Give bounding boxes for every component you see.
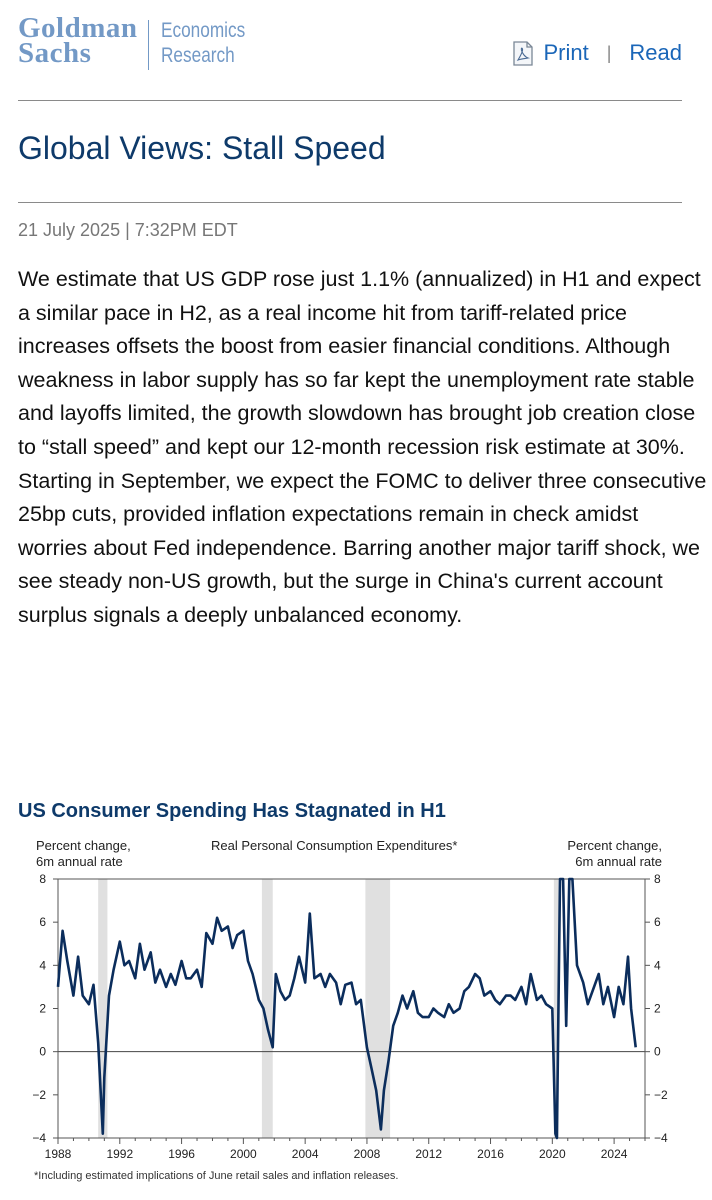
read-link[interactable]: Read xyxy=(629,40,682,65)
series-line-real-pce xyxy=(58,879,636,1138)
y-tick-label-right: 4 xyxy=(654,958,661,973)
y-tick-label-left: 8 xyxy=(39,872,46,886)
page-title: Global Views: Stall Speed xyxy=(18,130,386,166)
print-link[interactable]: Print xyxy=(543,40,589,65)
toolbar-separator: | xyxy=(606,42,612,63)
x-tick-label: 2004 xyxy=(291,1147,319,1161)
chart-title: US Consumer Spending Has Stagnated in H1 xyxy=(18,800,446,822)
x-tick-label: 1992 xyxy=(106,1147,134,1161)
article-summary: We estimate that US GDP rose just 1.1% (annualized) in H1 and expect a similar pace in H2, as a real income hit from tariff-related price increases offsets the boost from easier financial conditions. Although weakness in labor supply has so far kept the unemployment rate stable and layoffs limited, the growth slowdown has brought job creation close to “stall speed” and kept our 12-month recession risk estimate at 30%. Starting in September, we expect the FOMC to deliver three consecutive 25bp cuts, provided inflation expectations remain in check amidst worries about Fed independence. Barring another major tariff shock, we see steady non-US growth, but the surge in China's current account surplus signals a deeply unbalanced economy. xyxy=(18,267,707,627)
logo-line-2: Sachs xyxy=(18,37,92,69)
y-tick-label-right: 0 xyxy=(654,1044,661,1059)
y-tick-label-right: −4 xyxy=(654,1131,668,1145)
logo-wordmark xyxy=(18,12,138,69)
title-divider xyxy=(18,202,682,203)
y-tick-label-left: 6 xyxy=(39,915,46,930)
logo-subtitle xyxy=(161,18,245,68)
x-tick-label: 2000 xyxy=(230,1147,257,1161)
right-axis-label-line-2: 6m annual rate xyxy=(575,854,662,869)
header-toolbar xyxy=(513,40,682,66)
chart-footnote: *Including estimated implications of June retail sales and inflation releases. xyxy=(34,1170,399,1182)
x-tick-label: 2016 xyxy=(477,1147,504,1161)
y-tick-label-right: 8 xyxy=(654,872,661,886)
pce-line-chart xyxy=(0,830,712,1170)
pdf-icon[interactable] xyxy=(513,41,533,66)
left-axis-label-line-2: 6m annual rate xyxy=(36,854,123,869)
logo-divider xyxy=(148,20,149,70)
logo-line-1: Goldman xyxy=(18,12,138,44)
logo-sub-line-1: Economics xyxy=(161,19,246,42)
x-tick-label: 2020 xyxy=(538,1147,566,1161)
y-tick-label-left: 0 xyxy=(39,1044,46,1059)
y-tick-label-left: 2 xyxy=(39,1001,46,1016)
chart-subtitle: Real Personal Consumption Expenditures* xyxy=(211,838,458,853)
y-tick-label-left: 4 xyxy=(39,958,46,973)
right-axis-label-line-1: Percent change, xyxy=(567,838,662,853)
y-tick-label-right: 6 xyxy=(654,915,661,930)
recession-shading xyxy=(98,879,558,1138)
y-tick-label-right: 2 xyxy=(654,1001,661,1016)
x-tick-label: 1988 xyxy=(44,1147,72,1161)
y-tick-label-left: −4 xyxy=(32,1131,46,1145)
y-tick-label-right: −2 xyxy=(654,1087,668,1102)
logo-sub-line-2: Research xyxy=(161,44,235,67)
x-tick-label: 2008 xyxy=(353,1147,381,1161)
x-tick-label: 2024 xyxy=(600,1147,628,1161)
axis-ticks xyxy=(32,872,668,1161)
dateline: 21 July 2025 | 7:32PM EDT xyxy=(18,220,238,240)
x-tick-label: 1996 xyxy=(168,1147,195,1161)
left-axis-label-line-1: Percent change, xyxy=(36,838,131,853)
y-tick-label-left: −2 xyxy=(32,1087,46,1102)
report-header xyxy=(18,0,682,101)
x-tick-label: 2012 xyxy=(415,1147,443,1161)
